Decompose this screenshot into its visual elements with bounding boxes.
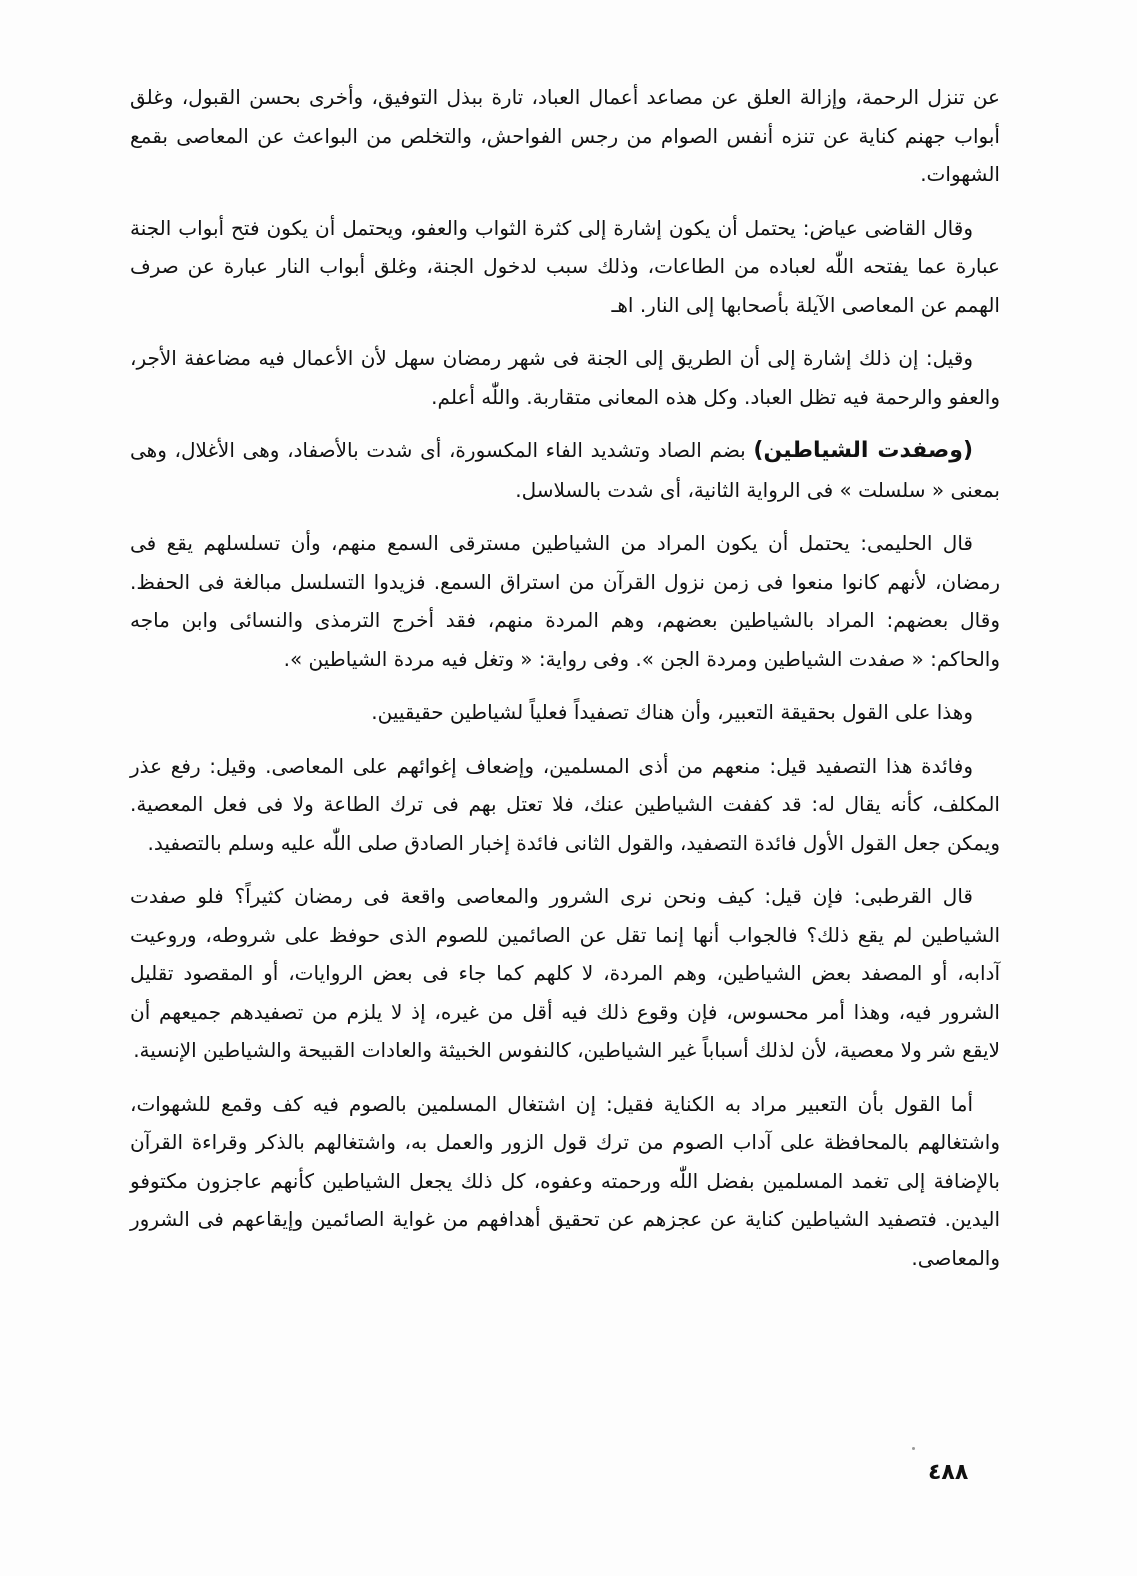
- paragraph-2: وقال القاضى عياض: يحتمل أن يكون إشارة إلى كثرة الثواب والعفو، ويحتمل أن يكون فتح أبواب الجنة عبارة عما يفتحه اللّٰه لعباده من الطاعات، وذلك سبب لدخول الجنة، وغلق أبواب النار عبارة عن صرف الهمم عن المعاصى الآيلة بأصحابها إلى النار. اهـ: [130, 215, 1000, 317]
- paragraph-7: وفائدة هذا التصفيد قيل: منعهم من أذى المسلمين، وإضعاف إغوائهم على المعاصى. وقيل: رفع عذر المكلف، كأنه يقال له: قد كففت الشياطين عنك، فلا تعتل بهم فى ترك الطاعة ولا فى فعل المعصية. ويمكن جعل القول الأول فائدة التصفيد، والقول الثانى فائدة إخبار الصادق صلى اللّٰه عليه وسلم بالتصفيد.: [130, 753, 1000, 855]
- paragraph-6: وهذا على القول بحقيقة التعبير، وأن هناك تصفيداً فعلياً لشياطين حقيقيين.: [371, 700, 973, 724]
- body-text: [130, 78, 1000, 1292]
- hadith-term-heading: (وصفدت الشياطين): [753, 438, 974, 463]
- paragraph-5: قال الحليمى: يحتمل أن يكون المراد من الشياطين مسترقى السمع منهم، وأن تسلسلهم يقع فى رمضان، لأنهم كانوا منعوا فى زمن نزول القرآن من استراق السمع. فزيدوا التسلسل مبالغة فى الحفظ. وقال بعضهم: المراد بالشياطين بعضهم، وهم المردة منهم، فقد أخرج الترمذى والنسائى وابن ماجه والحاكم: « صفدت الشياطين ومردة الجن ». وفى رواية: « وتغل فيه مردة الشياطين ».: [130, 531, 1000, 671]
- paragraph-8: قال القرطبى: فإن قيل: كيف ونحن نرى الشرور والمعاصى واقعة فى رمضان كثيراً؟ فلو صفدت الشياطين لم يقع ذلك؟ فالجواب أنها إنما تقل عن الصائمين للصوم الذى حوفظ على شروطه، وروعيت آدابه، أو المصفد بعض الشياطين، وهم المردة، لا كلهم كما جاء فى بعض الروايات، أو المقصود تقليل الشرور فيه، وهذا أمر محسوس، فإن وقوع ذلك فيه أقل من غيره، إذ لا يلزم من تصفيدهم جميعهم أن لايقع شر ولا معصية، لأن لذلك أسباباً غير الشياطين، كالنفوس الخبيثة والعادات القبيحة والشياطين الإنسية.: [130, 884, 1000, 1062]
- paragraph-9: أما القول بأن التعبير مراد به الكناية فقيل: إن اشتغال المسلمين بالصوم فيه كف وقمع للشهوات، واشتغالهم بالمحافظة على آداب الصوم من ترك قول الزور والعمل به، واشتغالهم بالذكر وقراءة القرآن بالإضافة إلى تغمد المسلمين بفضل اللّٰه ورحمته وعفوه، كل ذلك يجعل الشياطين كأنهم عاجزون مكتوفو اليدين. فتصفيد الشياطين كناية عن عجزهم عن تحقيق أهدافهم من غواية الصائمين وإيقاعهم فى الشرور والمعاصى.: [130, 1091, 1000, 1270]
- paragraph-1: عن تنزل الرحمة، وإزالة العلق عن مصاعد أعمال العباد، تارة ببذل التوفيق، وأخرى بحسن القبول، وغلق أبواب جهنم كناية عن تنزه أنفس الصوام من رجس الفواحش، والتخلص من البواعث عن المعاصى بقمع الشهوات.: [130, 85, 1000, 186]
- page-number: ٤٨٨: [928, 1460, 969, 1485]
- scan-speck: [912, 1447, 915, 1450]
- paragraph-4: [130, 431, 1000, 509]
- paragraph-3: وقيل: إن ذلك إشارة إلى أن الطريق إلى الجنة فى شهر رمضان سهل لأن الأعمال فيه مضاعفة الأجر، والعفو والرحمة فيه تظل العباد. وكل هذه المعانى متقاربة. واللّٰه أعلم.: [130, 346, 1000, 409]
- paragraph-4-text: بضم الصاد وتشديد الفاء المكسورة، أى شدت بالأصفاد، وهى الأغلال، وهى بمعنى « سلسلت » فى الرواية الثانية، أى شدت بالسلاسل.: [130, 438, 1000, 502]
